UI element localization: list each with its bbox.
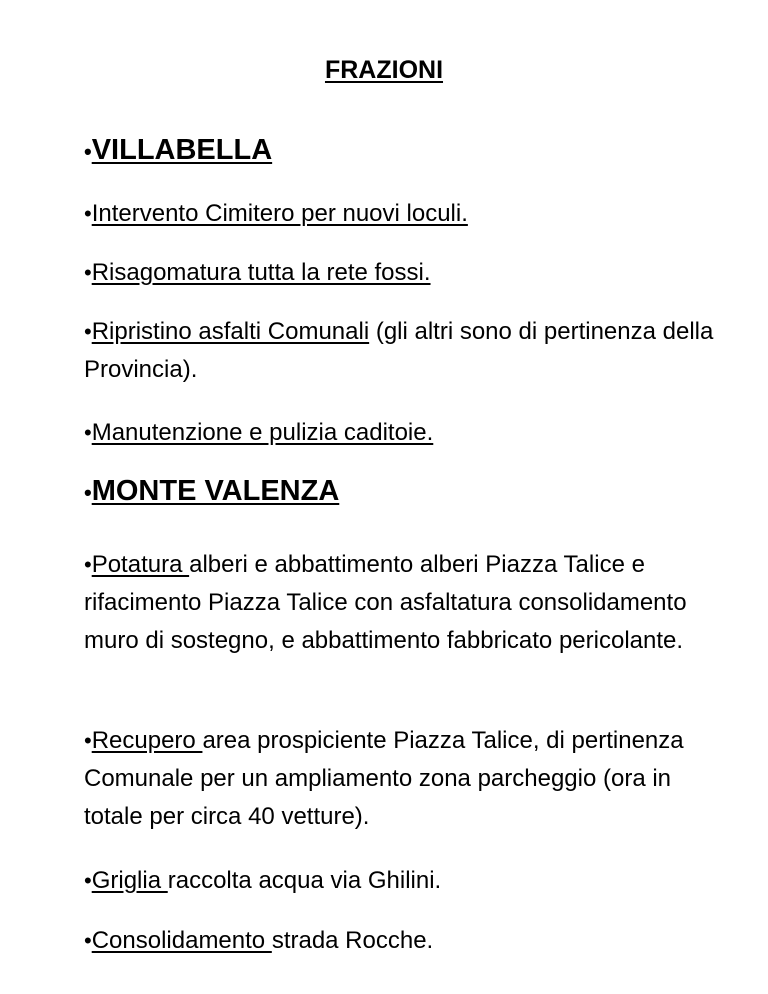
bullet-icon: • [84,201,92,226]
item-text: raccolta acqua via Ghilini. [167,867,442,894]
section-heading-monte-valenza [84,474,339,509]
section-heading-villabella [84,133,272,168]
item-underlined-text: Griglia [91,867,168,894]
list-item [84,862,734,900]
item-text: alberi e abbattimento alberi Piazza Talice e rifacimento Piazza Talice con asfaltatura consolidamento muro di sostegno, e abbattimento fabbricato pericolante. [84,551,687,654]
list-item [84,254,734,292]
bullet-icon: • [84,319,92,344]
item-underlined-text: Potatura [91,551,190,578]
list-item [84,313,734,389]
list-item [84,195,734,233]
item-underlined-text: Risagomatura tutta la rete fossi. [91,259,431,286]
item-text: strada Rocche. [271,927,434,954]
list-item [84,922,734,960]
document-title-text: FRAZIONI [324,56,444,84]
bullet-icon: • [84,868,92,893]
list-item [84,722,734,836]
bullet-icon: • [84,420,92,445]
section-heading-text: VILLABELLA [91,134,273,166]
bullet-icon: • [84,260,92,285]
item-text: area prospiciente Piazza Talice, di pertinenza Comunale per un ampliamento zona parcheggio (ora in totale per circa 40 vetture). [84,727,684,830]
item-underlined-text: Consolidamento [91,927,272,954]
item-underlined-text: Ripristino asfalti Comunali [91,318,370,345]
item-underlined-text: Recupero [91,727,203,754]
item-underlined-text: Intervento Cimitero per nuovi loculi. [91,200,468,227]
list-item [84,414,734,452]
list-item [84,546,734,660]
document-title [0,56,768,85]
bullet-icon: • [84,480,92,505]
bullet-icon: • [84,139,92,164]
item-text: (gli altri sono di pertinenza della Provincia). [84,318,714,383]
item-underlined-text: Manutenzione e pulizia caditoie. [91,419,434,446]
bullet-icon: • [84,552,92,577]
bullet-icon: • [84,728,92,753]
section-heading-text: MONTE VALENZA [91,475,340,507]
bullet-icon: • [84,928,92,953]
